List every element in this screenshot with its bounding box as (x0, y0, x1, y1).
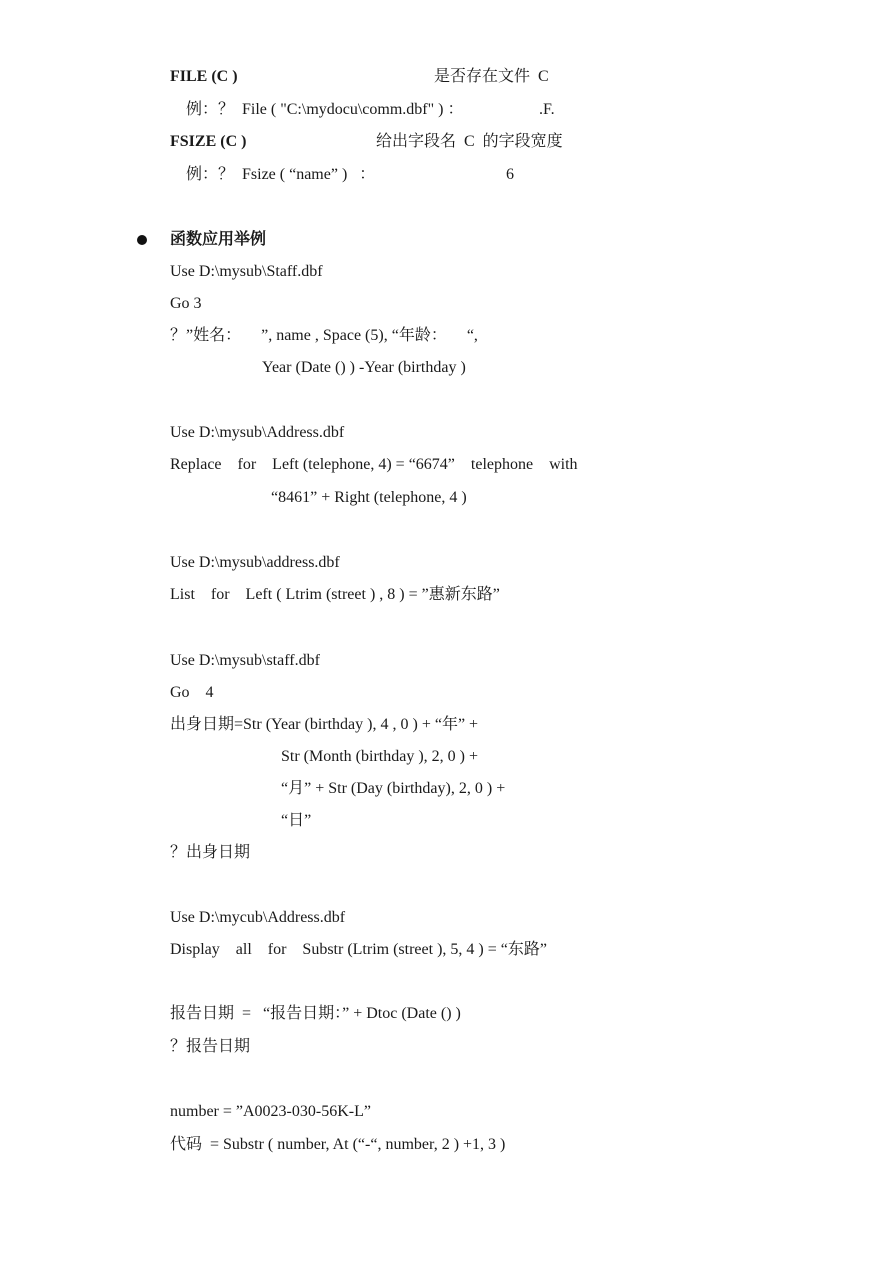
fsize-example-result: 6 (506, 166, 514, 183)
fsize-function-desc: 给出字段名 C 的字段宽度 (376, 133, 563, 150)
code-line: 报告日期 = “报告日期：” + Dtoc (Date () ) (170, 1005, 461, 1022)
code-line: Use D:\mycub\Address.dbf (170, 909, 346, 926)
bullet-icon (137, 235, 147, 245)
file-function-name: FILE (C ) (170, 68, 238, 85)
code-line: Use D:\mysub\staff.dbf (170, 652, 320, 669)
code-line: “月” + Str (Day (birthday), 2, 0 ) + (281, 780, 506, 797)
code-line: Replace for Left (telephone, 4) = “6674” telephone with (170, 456, 578, 473)
fsize-example: 例：？ Fsize ( “name” ) ： (186, 166, 376, 183)
code-line: Display all for Substr (Ltrim (street ), 5, 4 ) = “东路” (170, 941, 547, 958)
code-line: 出身日期=Str (Year (birthday ), 4 , 0 ) + “年” + (170, 716, 479, 733)
code-line: “8461” + Right (telephone, 4 ) (271, 489, 467, 506)
code-line: Go 4 (170, 684, 214, 701)
code-line: ？”姓名： ”, name , Space (5), “年龄： “, (170, 327, 478, 344)
code-line: List for Left ( Ltrim (street ) , 8 ) = ”惠新东路” (170, 586, 500, 603)
code-line: “日” (281, 812, 312, 829)
code-line: Year (Date () ) -Year (birthday ) (262, 359, 466, 376)
section-heading: 函数应用举例 (170, 231, 267, 248)
code-line: Use D:\mysub\address.dbf (170, 554, 340, 571)
code-line: Str (Month (birthday ), 2, 0 ) + (281, 748, 478, 765)
fsize-function-name: FSIZE (C ) (170, 133, 247, 150)
code-line: number = ”A0023-030-56K-L” (170, 1103, 371, 1120)
code-line: ？出身日期 (170, 844, 251, 861)
code-line: 代码 = Substr ( number, At (“-“, number, 2 ) +1, 3 ) (170, 1136, 506, 1153)
file-function-desc: 是否存在文件 C (434, 68, 549, 85)
code-line: ？报告日期 (170, 1038, 251, 1055)
file-example-result: .F. (539, 101, 555, 118)
file-example: 例：？ File ( "C:\mydocu\comm.dbf" ) ： (186, 101, 464, 118)
code-line: Use D:\mysub\Staff.dbf (170, 263, 323, 280)
code-line: Go 3 (170, 295, 202, 312)
code-line: Use D:\mysub\Address.dbf (170, 424, 345, 441)
